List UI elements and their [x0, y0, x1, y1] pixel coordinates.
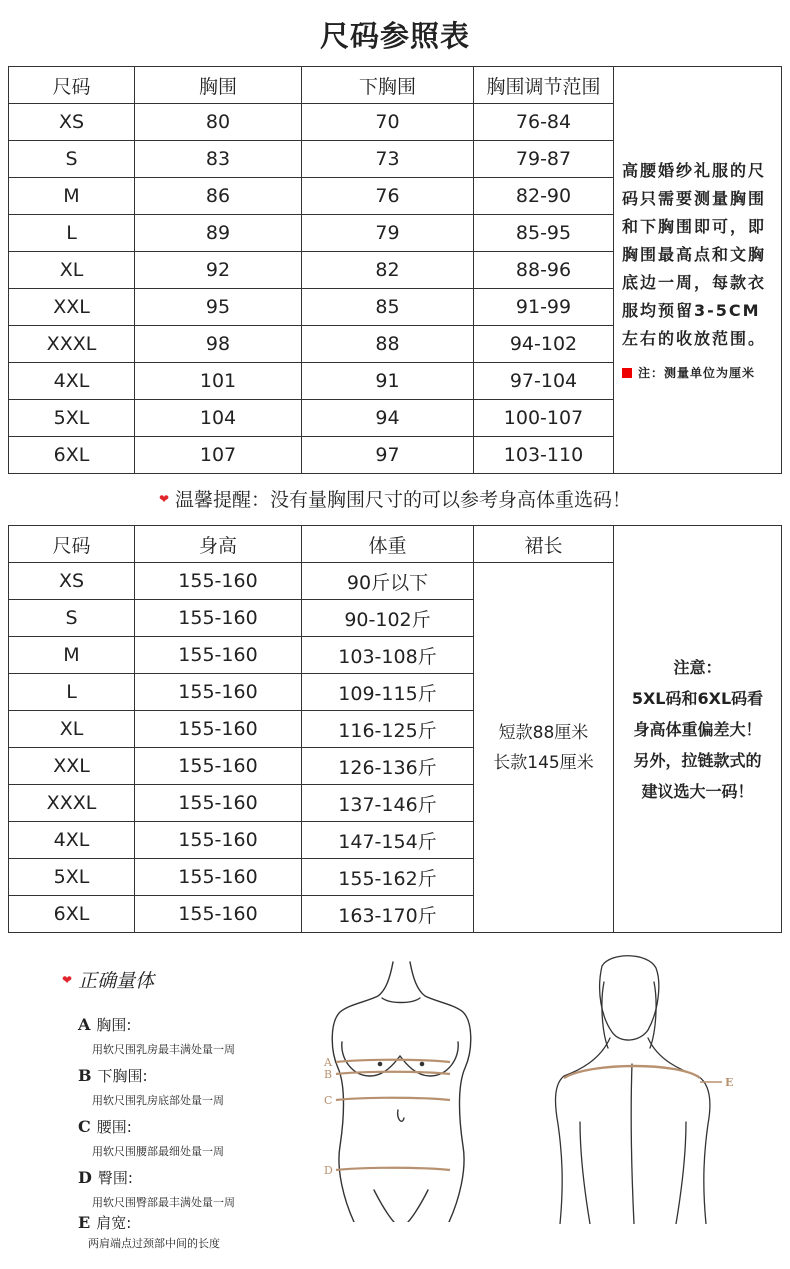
measure-item-label	[78, 1167, 235, 1188]
measure-name: 肩宽:	[96, 1214, 132, 1232]
table2-cell: 90斤以下	[302, 563, 474, 600]
tape-label: A	[324, 1056, 332, 1069]
tape-label: D	[324, 1164, 333, 1177]
table1-cell: 86	[135, 178, 302, 215]
table1-cell: 104	[135, 400, 302, 437]
note-line: 另外，拉链款式的	[633, 750, 762, 770]
table1-cell: 88	[302, 326, 474, 363]
measure-item	[78, 1116, 224, 1159]
measure-desc: 用软尺围臀部最丰满处量一周	[92, 1196, 235, 1209]
table2-cell: XS	[9, 563, 135, 600]
table2-cell: 90-102斤	[302, 600, 474, 637]
back-body-figure	[540, 952, 740, 1224]
table2-cell: 155-160	[135, 785, 302, 822]
measure-desc: 两肩端点过颈部中间的长度	[88, 1237, 220, 1250]
table1-cell: S	[9, 141, 135, 178]
tape-line	[336, 1060, 450, 1062]
measure-letter: C	[78, 1117, 91, 1136]
reminder-text: 温馨提醒：没有量胸围尺寸的可以参考身高体重选码！	[175, 489, 632, 511]
measure-letter: A	[78, 1015, 91, 1034]
table2-cell: 155-160	[135, 896, 302, 933]
size-table-bust	[8, 66, 782, 474]
table1-cell: 82	[302, 252, 474, 289]
tape-line	[336, 1098, 450, 1100]
tape-label: C	[324, 1094, 333, 1107]
measure-letter: B	[78, 1066, 92, 1085]
table1-cell: 85	[302, 289, 474, 326]
red-square-icon	[622, 368, 632, 378]
table1-cell: 101	[135, 363, 302, 400]
table2-cell: XXXL	[9, 785, 135, 822]
measure-desc: 用软尺围乳房底部处量一周	[92, 1094, 224, 1107]
table1-cell: 70	[302, 104, 474, 141]
table2-header-cell: 体重	[302, 526, 474, 563]
table1-cell: 94	[302, 400, 474, 437]
table1-cell: 80	[135, 104, 302, 141]
table2-cell: 163-170斤	[302, 896, 474, 933]
table2-cell: 155-162斤	[302, 859, 474, 896]
table2-cell: 6XL	[9, 896, 135, 933]
table1-header-cell: 下胸围	[302, 67, 474, 104]
note-line: 身高体重偏差大！	[633, 719, 762, 739]
measure-item	[78, 1014, 235, 1057]
front-measure-lines	[322, 1052, 462, 1182]
table1-cell: XL	[9, 252, 135, 289]
size-table-height-weight	[8, 525, 782, 933]
measure-desc: 用软尺围乳房最丰满处量一周	[92, 1043, 235, 1056]
unit-note	[622, 363, 773, 383]
unit-note-text: 注：测量单位为厘米	[638, 366, 756, 380]
table1-cell: 98	[135, 326, 302, 363]
table1-header-cell: 尺码	[9, 67, 135, 104]
table1-cell: 91	[302, 363, 474, 400]
table1-cell: 95	[135, 289, 302, 326]
table1-cell: 73	[302, 141, 474, 178]
page-title: 尺码参照表	[319, 19, 470, 53]
table1-cell: 103-110	[474, 437, 614, 474]
heart-icon: ❤	[62, 973, 73, 987]
table1-cell: XS	[9, 104, 135, 141]
table2-cell: M	[9, 637, 135, 674]
table1-cell: XXL	[9, 289, 135, 326]
table2-cell: 155-160	[135, 563, 302, 600]
measure-item	[78, 1065, 224, 1108]
table2-cell: 155-160	[135, 711, 302, 748]
table2-side-note	[614, 526, 782, 933]
tape-line	[336, 1072, 450, 1074]
table2-cell: 155-160	[135, 748, 302, 785]
table2-cell: L	[9, 674, 135, 711]
table1-cell: 85-95	[474, 215, 614, 252]
measure-item-label	[78, 1116, 224, 1137]
measure-desc: 用软尺围腰部最细处量一周	[92, 1145, 224, 1158]
measure-item-label	[78, 1065, 224, 1086]
table2-cell: XL	[9, 711, 135, 748]
skirt-short: 短款88厘米	[498, 722, 589, 743]
tape-label: B	[324, 1068, 333, 1081]
table1-cell: 83	[135, 141, 302, 178]
skirt-length-cell	[474, 563, 614, 933]
table2-cell: 137-146斤	[302, 785, 474, 822]
table2-cell: 116-125斤	[302, 711, 474, 748]
table2-cell: 155-160	[135, 637, 302, 674]
table1-cell: 97-104	[474, 363, 614, 400]
side-note-text: 高腰婚纱礼服的尺码只需要测量胸围和下胸围即可，即胸围最高点和文胸底边一周，每款衣服均预留3-5CM左右的收放范围。	[622, 161, 767, 348]
measure-item	[78, 1167, 235, 1210]
table1-cell: 91-99	[474, 289, 614, 326]
table2-cell: 126-136斤	[302, 748, 474, 785]
tape-line	[336, 1168, 450, 1170]
heart-icon: ❤	[158, 492, 170, 506]
measure-section-title: ❤ 正确量体	[62, 970, 155, 992]
table1-header-cell: 胸围	[135, 67, 302, 104]
table2-header-cell: 裙长	[474, 526, 614, 563]
table1-cell: L	[9, 215, 135, 252]
measure-item	[78, 1212, 220, 1251]
measure-name: 臀围:	[97, 1169, 133, 1187]
table1-cell: 76	[302, 178, 474, 215]
table1-cell: XXXL	[9, 326, 135, 363]
shoulder-width-label: E	[725, 1076, 734, 1089]
table1-header-cell: 胸围调节范围	[474, 67, 614, 104]
table2-cell: 155-160	[135, 822, 302, 859]
table2-cell: 4XL	[9, 822, 135, 859]
table1-cell: 76-84	[474, 104, 614, 141]
table1-cell: 79-87	[474, 141, 614, 178]
table1-cell: 97	[302, 437, 474, 474]
measure-name: 腰围:	[96, 1118, 132, 1136]
measure-letter: E	[78, 1213, 91, 1232]
table1-cell: 82-90	[474, 178, 614, 215]
skirt-long: 长款145厘米	[493, 752, 594, 773]
measure-letter: D	[78, 1168, 92, 1187]
table1-cell: 79	[302, 215, 474, 252]
table2-cell: 155-160	[135, 600, 302, 637]
table1-cell: 100-107	[474, 400, 614, 437]
note-line: 建议选大一码！	[641, 781, 754, 801]
note-title: 注意：	[673, 657, 722, 677]
table1-cell: 88-96	[474, 252, 614, 289]
table2-cell: 5XL	[9, 859, 135, 896]
measure-item-label	[78, 1212, 220, 1233]
table2-cell: 147-154斤	[302, 822, 474, 859]
table1-cell: 6XL	[9, 437, 135, 474]
table2-header-cell: 尺码	[9, 526, 135, 563]
reminder-line	[0, 485, 790, 512]
table1-cell: 5XL	[9, 400, 135, 437]
table1-cell: 89	[135, 215, 302, 252]
note-line: 5XL码和6XL码看	[631, 688, 764, 708]
table1-cell: 107	[135, 437, 302, 474]
table1-cell: 94-102	[474, 326, 614, 363]
table2-cell: S	[9, 600, 135, 637]
table2-header-cell: 身高	[135, 526, 302, 563]
table1-cell: M	[9, 178, 135, 215]
table2-cell: 155-160	[135, 674, 302, 711]
table1-side-note	[614, 67, 782, 474]
measure-name: 下胸围:	[97, 1067, 148, 1085]
measure-item-label	[78, 1014, 235, 1035]
table2-cell: 109-115斤	[302, 674, 474, 711]
measure-name: 胸围:	[96, 1016, 132, 1034]
table1-cell: 4XL	[9, 363, 135, 400]
table2-cell: 103-108斤	[302, 637, 474, 674]
table2-cell: XXL	[9, 748, 135, 785]
table1-cell: 92	[135, 252, 302, 289]
table2-cell: 155-160	[135, 859, 302, 896]
